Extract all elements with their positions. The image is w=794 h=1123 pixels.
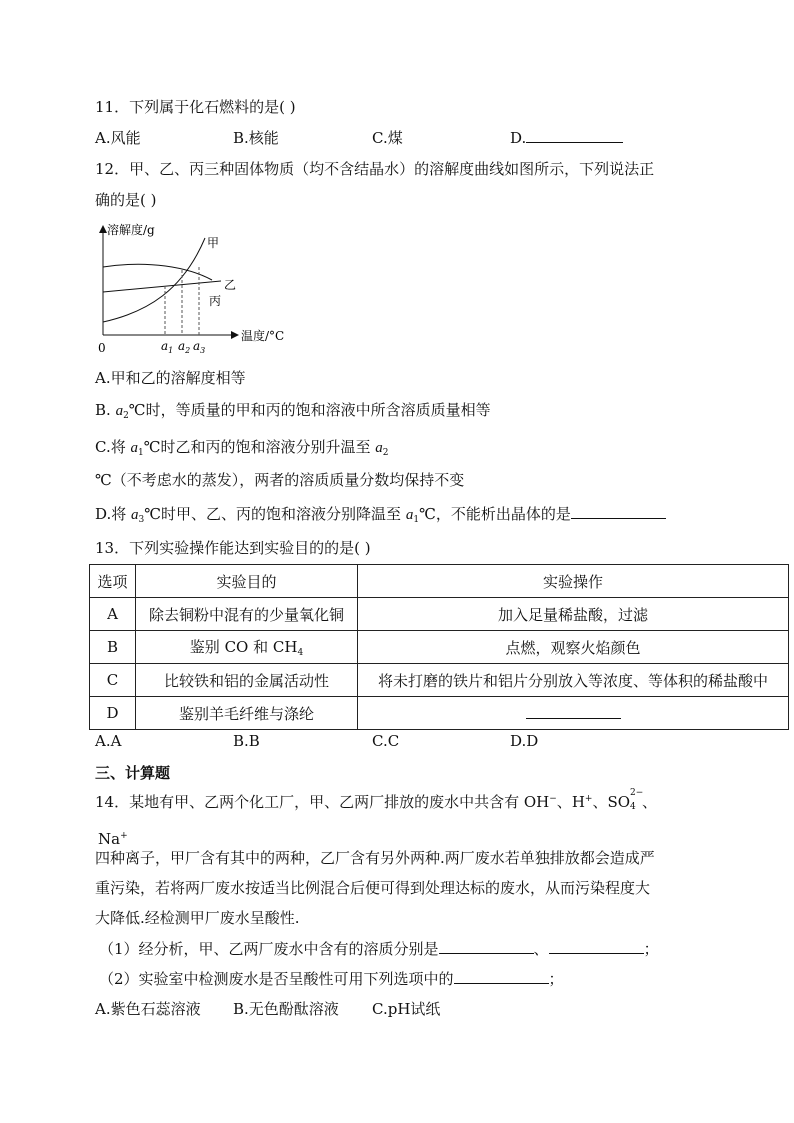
ion-so4-charge: 2− — [630, 788, 644, 798]
curve-yi — [103, 281, 221, 292]
q12-answer-blank — [571, 504, 666, 519]
row-b-goal-prefix: 鉴别 — [189, 638, 225, 656]
x-axis-label: 温度/°C — [241, 329, 285, 343]
curve-bing — [103, 264, 212, 280]
ion-so4-sub: 4 — [630, 802, 636, 812]
ion-na — [98, 826, 128, 849]
origin-label: 0 — [98, 341, 106, 355]
q12-option-c-prefix: C.将 — [95, 438, 131, 456]
row-d-operation — [358, 697, 789, 730]
ion-h: H — [571, 793, 585, 811]
q14-sub2 — [99, 969, 564, 989]
solubility-graph — [88, 220, 308, 360]
q12-option-d-prefix: D.将 — [95, 505, 132, 523]
q14-blank-3 — [454, 969, 549, 984]
q12-option-d — [95, 504, 666, 530]
row-b-formula-ch4-sub: 4 — [297, 648, 304, 658]
table-row — [90, 631, 789, 664]
q14-line4: 重污染，若将两厂废水按适当比例混合后便可得到处理达标的废水，从而污染程度大 — [95, 879, 651, 897]
row-c-goal: 比较铁和铝的金属活动性 — [136, 664, 358, 697]
q14-sub1-sep: 、 — [533, 940, 549, 958]
section-title: 三、计算题 — [95, 764, 171, 782]
curve-jia — [103, 238, 205, 322]
q12-option-c-sub1: 1 — [137, 448, 144, 458]
a2-label: $a_2$ — [178, 339, 191, 355]
q12-option-c — [95, 437, 389, 463]
q13-option-d: D.D — [510, 732, 539, 750]
q12-option-d-text2: ℃，不能析出晶体的是 — [419, 505, 571, 523]
q14-sep3: 、 — [642, 793, 658, 811]
q14-option-c: C.pH试纸 — [372, 1000, 441, 1018]
q12-option-d-sub2: 1 — [413, 515, 420, 525]
q12-stem-line2: 确的是( ) — [95, 191, 157, 209]
q13-option-a: A.A — [95, 732, 122, 750]
row-b-option: B — [90, 631, 136, 664]
a1-label: $a_1$ — [161, 339, 174, 355]
table-row — [90, 697, 789, 730]
row-b-goal-and: 和 — [248, 638, 273, 656]
y-axis-label: 溶解度/g — [107, 223, 155, 237]
ion-na-symbol: Na — [98, 830, 121, 848]
q12-option-b-text: ℃时，等质量的甲和丙的饱和溶液中所含溶质质量相等 — [128, 401, 491, 419]
q14-blank-2 — [549, 939, 644, 954]
q11-option-b: B.核能 — [233, 129, 279, 147]
q12-option-d-var1: a — [131, 507, 139, 523]
row-a-option: A — [90, 598, 136, 631]
q13-answer-blank — [526, 704, 621, 719]
row-a-operation: 加入足量稀盐酸，过滤 — [358, 598, 789, 631]
q13-table — [89, 564, 789, 730]
q11-option-c: C.煤 — [372, 129, 403, 147]
q12-option-c-line2: ℃（不考虑水的蒸发），两者的溶质质量分数均保持不变 — [95, 471, 465, 489]
row-c-option: C — [90, 664, 136, 697]
q14-stem-text: 14．某地有甲、乙两个化工厂，甲、乙两厂排放的废水中共含有 — [95, 793, 524, 811]
q12-option-d-sub1: 3 — [138, 515, 145, 525]
row-a-goal: 除去铜粉中混有的少量氧化铜 — [136, 598, 358, 631]
ion-oh: OH — [523, 793, 550, 811]
q13-option-b: B.B — [233, 732, 260, 750]
row-b-operation: 点燃，观察火焰颜色 — [358, 631, 789, 664]
table-header-row — [90, 565, 789, 598]
row-d-goal: 鉴别羊毛纤维与涤纶 — [136, 697, 358, 730]
q14-sub2-end: ； — [548, 970, 564, 988]
q11-option-d — [510, 128, 623, 148]
q14-option-b: B.无色酚酞溶液 — [233, 1000, 339, 1018]
q11-answer-blank — [526, 128, 623, 143]
q12-option-c-var1: a — [130, 440, 138, 456]
q12-option-a: A.甲和乙的溶解度相等 — [95, 369, 246, 387]
row-b-formula-ch4: CH — [272, 638, 298, 656]
q12-option-b-prefix: B. — [95, 401, 116, 419]
q12-option-c-text: ℃时乙和丙的饱和溶液分别升温至 — [143, 438, 376, 456]
q14-stem-line1 — [95, 789, 657, 812]
q14-option-a: A.紫色石蕊溶液 — [95, 1000, 201, 1018]
table-row — [90, 664, 789, 697]
q12-option-b-sub: 2 — [123, 411, 129, 421]
q13-option-c: C.C — [372, 732, 400, 750]
row-b-formula-co: CO — [224, 638, 249, 656]
q14-sep2: 、 — [592, 793, 608, 811]
q14-sep1: 、 — [556, 793, 572, 811]
q11-option-d-label: D. — [510, 129, 527, 147]
q12-option-b-var: a — [115, 403, 124, 419]
header-goal: 实验目的 — [136, 565, 358, 598]
table-row — [90, 598, 789, 631]
row-d-option: D — [90, 697, 136, 730]
q14-blank-1 — [439, 939, 534, 954]
header-operation: 实验操作 — [358, 565, 789, 598]
ion-h-charge: + — [584, 794, 593, 804]
ion-so4: SO — [607, 793, 631, 811]
row-c-operation: 将未打磨的铁片和铝片分别放入等浓度、等体积的稀盐酸中 — [358, 664, 789, 697]
q11-stem: 11．下列属于化石燃料的是( ) — [95, 98, 296, 116]
q14-sub1-text: （1）经分析，甲、乙两厂废水中含有的溶质分别是 — [99, 940, 439, 958]
q14-sub2-text: （2）实验室中检测废水是否呈酸性可用下列选项中的 — [99, 970, 454, 988]
q14-line5: 大降低.经检测甲厂废水呈酸性. — [95, 909, 300, 927]
q14-line3: 四种离子，甲厂含有其中的两种，乙厂含有另外两种.两厂废水若单独排放都会造成严 — [95, 849, 655, 867]
header-option: 选项 — [90, 565, 136, 598]
q12-stem-line1: 12．甲、乙、丙三种固体物质（均不含结晶水）的溶解度曲线如图所示，下列说法正 — [95, 160, 655, 178]
q14-sub1-end: ； — [643, 940, 659, 958]
q13-stem: 13．下列实验操作能达到实验目的的是( ) — [95, 539, 371, 557]
ion-so4-scripts — [630, 788, 644, 812]
q14-sub1 — [99, 939, 659, 959]
q12-option-d-text: ℃时甲、乙、丙的饱和溶液分别降温至 — [144, 505, 406, 523]
q12-option-c-var2: a — [375, 440, 383, 456]
q11-option-a: A.风能 — [95, 129, 141, 147]
q12-option-c-sub2: 2 — [382, 448, 389, 458]
ion-na-charge: + — [120, 831, 128, 841]
curve-label-jia: 甲 — [207, 236, 220, 250]
row-b-goal — [136, 631, 358, 664]
q12-option-d-var2: a — [405, 507, 414, 523]
a3-label: $a_3$ — [193, 339, 206, 355]
q12-option-b — [95, 400, 491, 426]
curve-label-bing: 丙 — [209, 294, 222, 308]
curve-label-yi: 乙 — [224, 278, 237, 292]
ion-oh-charge: − — [549, 794, 557, 804]
